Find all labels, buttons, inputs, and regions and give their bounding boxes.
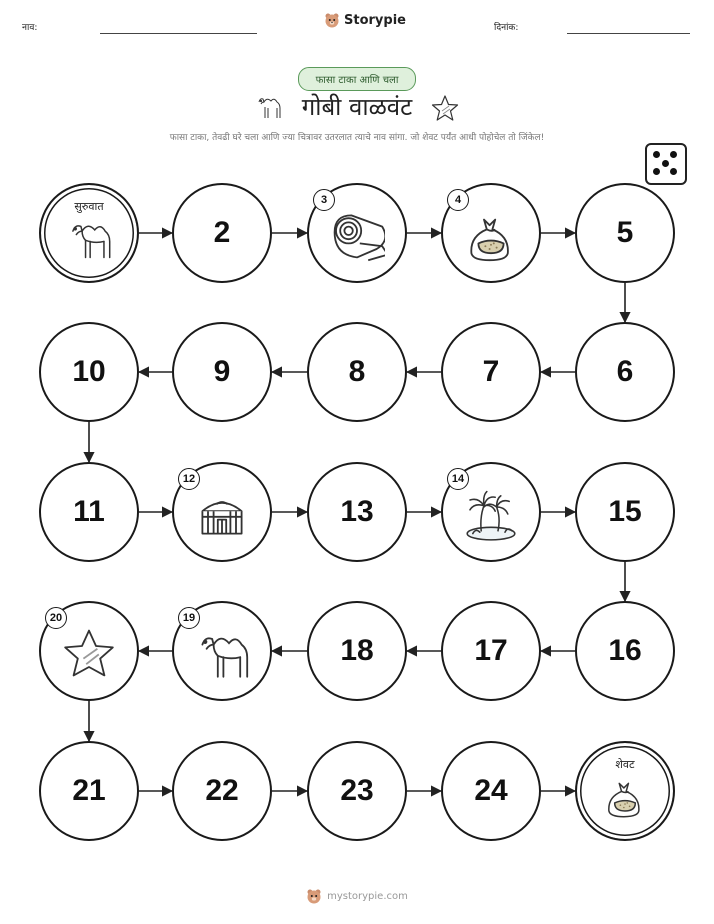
space-number: 6	[616, 355, 634, 388]
bear-logo-icon	[306, 888, 322, 904]
space-number-tag: 12	[178, 468, 200, 490]
space-number-tag: 3	[313, 189, 335, 211]
star-icon	[61, 625, 117, 681]
oasis-palm-icon	[463, 486, 519, 542]
camel-icon	[66, 215, 112, 261]
board-space-17	[441, 601, 541, 701]
footer	[0, 888, 714, 904]
space-number: 13	[340, 495, 374, 528]
space-number: 18	[340, 634, 374, 667]
page-title: गोबी वाळवंट	[301, 93, 413, 121]
board-space-24	[441, 741, 541, 841]
name-label: नाव:	[22, 23, 38, 33]
space-number: 11	[73, 495, 105, 528]
fabric-roll-icon	[329, 207, 385, 263]
brand-name: Storypie	[344, 12, 406, 28]
board-space-10	[39, 322, 139, 422]
space-number-tag: 20	[45, 607, 67, 629]
space-number: 23	[340, 774, 374, 807]
space-number: 8	[348, 355, 366, 388]
space-number: 22	[205, 774, 239, 807]
camel-icon	[194, 625, 250, 681]
space-number: 21	[72, 774, 106, 807]
board-space-16	[575, 601, 675, 701]
space-number: 10	[72, 355, 106, 388]
start-label: सुरुवात	[74, 200, 104, 213]
start-space	[39, 183, 139, 283]
board-space-3	[307, 183, 407, 283]
board-space-9	[172, 322, 272, 422]
board-space-13	[307, 462, 407, 562]
space-number: 24	[474, 774, 508, 807]
board-space-22	[172, 741, 272, 841]
board-space-18	[307, 601, 407, 701]
board-space-6	[575, 322, 675, 422]
space-number-tag: 19	[178, 607, 200, 629]
space-number: 5	[616, 216, 634, 249]
space-number-tag: 4	[447, 189, 469, 211]
footer-url: mystorypie.com	[327, 890, 408, 902]
space-number: 16	[608, 634, 642, 667]
board-space-15	[575, 462, 675, 562]
end-space	[575, 741, 675, 841]
board-space-23	[307, 741, 407, 841]
board-space-19	[172, 601, 272, 701]
board-space-11	[39, 462, 139, 562]
board-space-2	[172, 183, 272, 283]
board-space-5	[575, 183, 675, 283]
space-number: 2	[213, 216, 231, 249]
date-label: दिनांक:	[494, 23, 519, 33]
yurt-icon	[194, 486, 250, 542]
space-number: 17	[474, 634, 508, 667]
sack-icon	[463, 207, 519, 263]
space-number: 7	[482, 355, 500, 388]
space-number: 9	[213, 355, 231, 388]
space-number: 15	[608, 495, 642, 528]
game-badge: फासा टाका आणि चला	[298, 67, 416, 91]
board-space-20	[39, 601, 139, 701]
board-space-12	[172, 462, 272, 562]
board-space-14	[441, 462, 541, 562]
end-label: शेवट	[615, 758, 635, 771]
board-space-4	[441, 183, 541, 283]
board-space-7	[441, 322, 541, 422]
board-space-8	[307, 322, 407, 422]
board-space-21	[39, 741, 139, 841]
instructions: फासा टाका, तेवढी घरे चला आणि ज्या चित्रावर उतरलात त्याचे नाव सांगा. जो शेवट पर्यंत आधी पोहोचेल तो जिंकेल!	[169, 133, 545, 143]
sack-icon	[602, 773, 648, 819]
space-number-tag: 14	[447, 468, 469, 490]
